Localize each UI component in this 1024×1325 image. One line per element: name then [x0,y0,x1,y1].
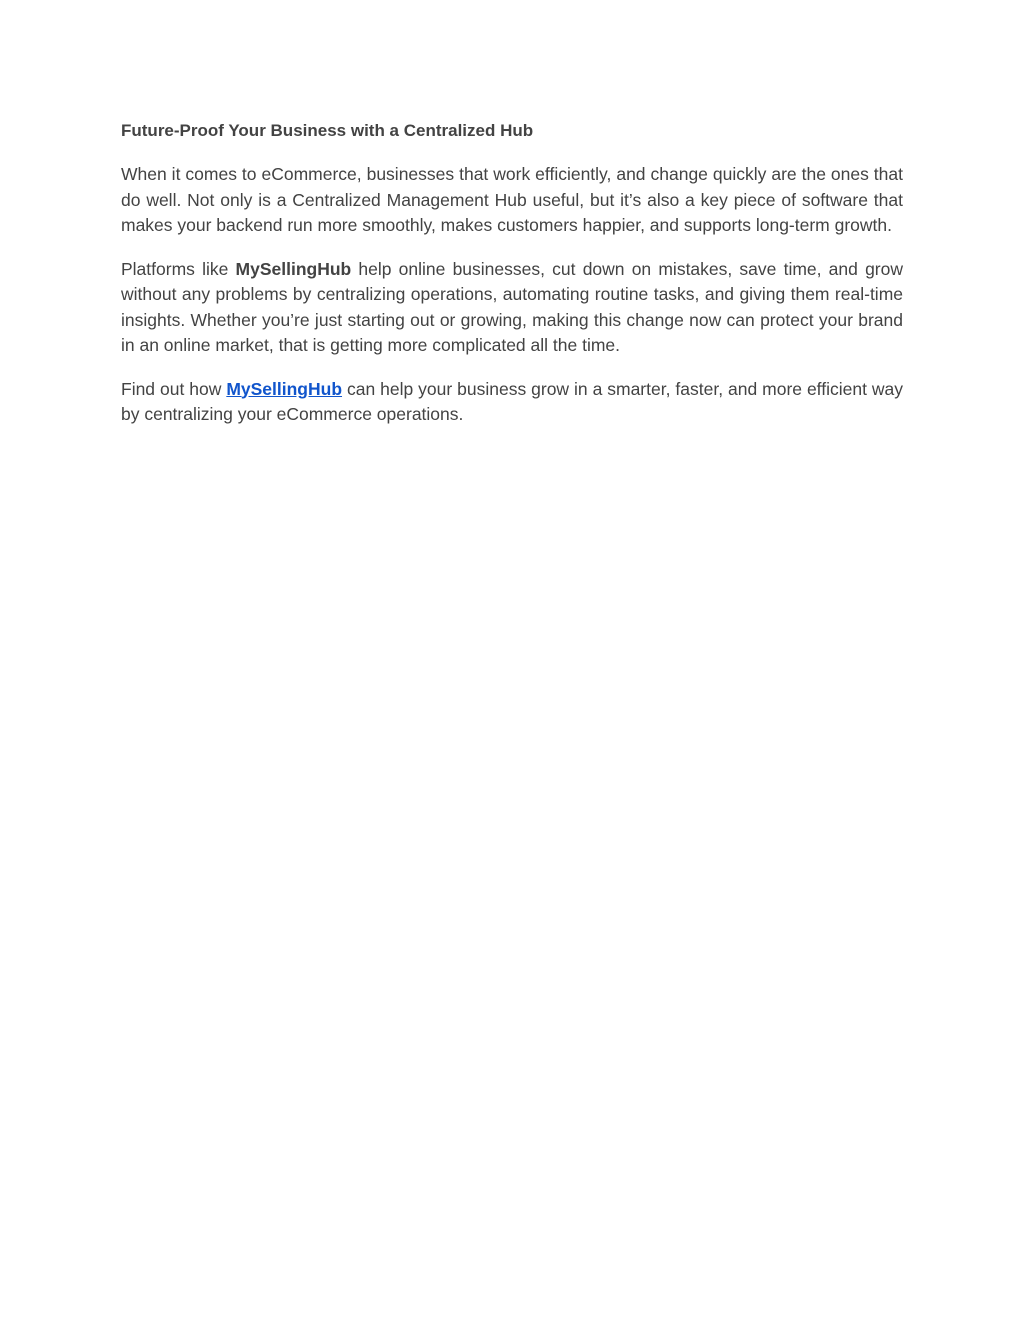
document-page [121,118,903,446]
paragraph-cta [121,377,903,428]
paragraph-intro: When it comes to eCommerce, businesses that work efficiently, and change quickly are the ones that do well. Not only is a Centralized Management Hub useful, but it’s also a key piece of software that makes your backend run more smoothly, makes customers happier, and supports long-term growth. [121,164,903,235]
paragraph-platforms-after: help online businesses, cut down on mistakes, save time, and grow without any problems by centralizing operations, automating routine tasks, and giving them real-time insights. Whether you’re just starting out or growing, making this change now can protect your brand in an online market, that is getting more complicated all the time. [121,258,903,355]
brand-name: MySellingHub [235,258,352,279]
paragraph-platforms [121,257,903,359]
mysellinghub-link[interactable]: MySellingHub [226,378,343,399]
section-heading: Future-Proof Your Business with a Centralized Hub [121,121,534,140]
paragraph-platforms-before: Platforms like [121,258,236,279]
paragraph-cta-after: can help your business grow in a smarter, faster, and more efficient way by centralizing your eCommerce operations. [121,378,904,424]
paragraph-cta-before: Find out how [121,378,227,399]
